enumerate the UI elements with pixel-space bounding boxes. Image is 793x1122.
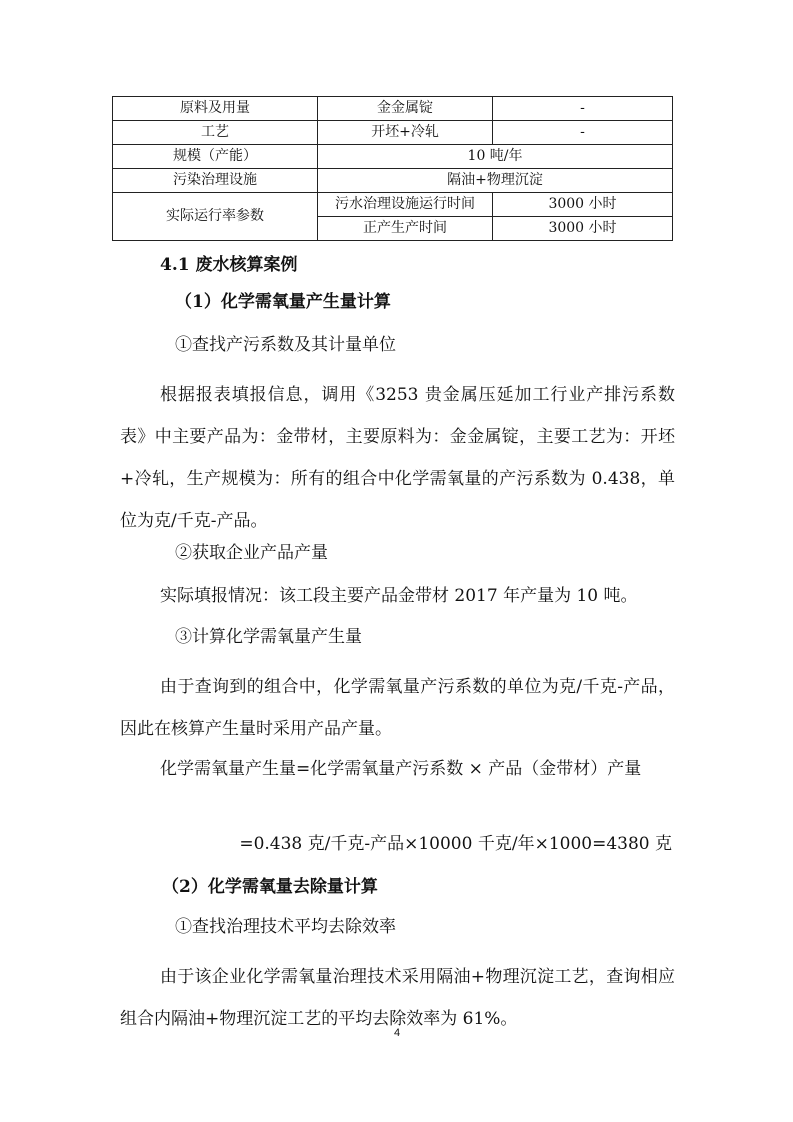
step-heading: ②获取企业产品产量 — [175, 543, 328, 563]
paragraph: 由于该企业化学需氧量治理技术采用隔油+物理沉淀工艺，查询相应组合内隔油+物理沉淀工艺的平均去除效率为 61%。 — [120, 967, 675, 1029]
table-cell-label: 实际运行率参数 — [113, 193, 318, 241]
table-cell-label: 污染治理设施 — [113, 169, 318, 193]
table-cell-value: 金金属锭 — [318, 97, 493, 121]
formula-result: =0.438 克/千克-产品×10000 千克/年×1000=4380 克 — [239, 834, 672, 854]
table-cell-extra: - — [493, 121, 673, 145]
table-cell-label: 规模（产能） — [113, 145, 318, 169]
table-cell-label: 原料及用量 — [113, 97, 318, 121]
table-cell-subname: 正产生产时间 — [318, 217, 493, 241]
table-cell-value: 3000 小时 — [493, 217, 673, 241]
parameter-table — [112, 96, 673, 241]
table-row — [113, 121, 673, 145]
formula: 化学需氧量产生量=化学需氧量产污系数 × 产品（金带材）产量 — [160, 759, 642, 779]
table-row — [113, 97, 673, 121]
subsection-heading: （2）化学需氧量去除量计算 — [162, 877, 378, 897]
step-heading: ①查找治理技术平均去除效率 — [175, 917, 396, 937]
table-cell-extra: - — [493, 97, 673, 121]
paragraph: 实际填报情况：该工段主要产品金带材 2017 年产量为 10 吨。 — [160, 586, 638, 606]
section-heading: 4.1 废水核算案例 — [160, 255, 298, 275]
table-row — [113, 169, 673, 193]
table-cell-value: 隔油+物理沉淀 — [318, 169, 673, 193]
table-row — [113, 193, 673, 217]
table-cell-value: 3000 小时 — [493, 193, 673, 217]
subsection-heading: （1）化学需氧量产生量计算 — [175, 292, 391, 312]
table-cell-value: 开坯+冷轧 — [318, 121, 493, 145]
paragraph: 由于查询到的组合中，化学需氧量产污系数的单位为克/千克-产品，因此在核算产生量时采用产品产量。 — [120, 677, 675, 739]
table-cell-value: 10 吨/年 — [318, 145, 673, 169]
step-heading: ③计算化学需氧量产生量 — [175, 627, 362, 647]
table-cell-subname: 污水治理设施运行时间 — [318, 193, 493, 217]
page-number: 4 — [393, 1027, 401, 1039]
paragraph: 根据报表填报信息，调用《3253 贵金属压延加工行业产排污系数表》中主要产品为：金带材，主要原料为：金金属锭，主要工艺为：开坯+冷轧，生产规模为：所有的组合中化学需氧量的产污系数为 0.438，单位为克/千克-产品。 — [120, 385, 675, 531]
step-heading: ①查找产污系数及其计量单位 — [175, 335, 396, 355]
table-cell-label: 工艺 — [113, 121, 318, 145]
table-row — [113, 145, 673, 169]
